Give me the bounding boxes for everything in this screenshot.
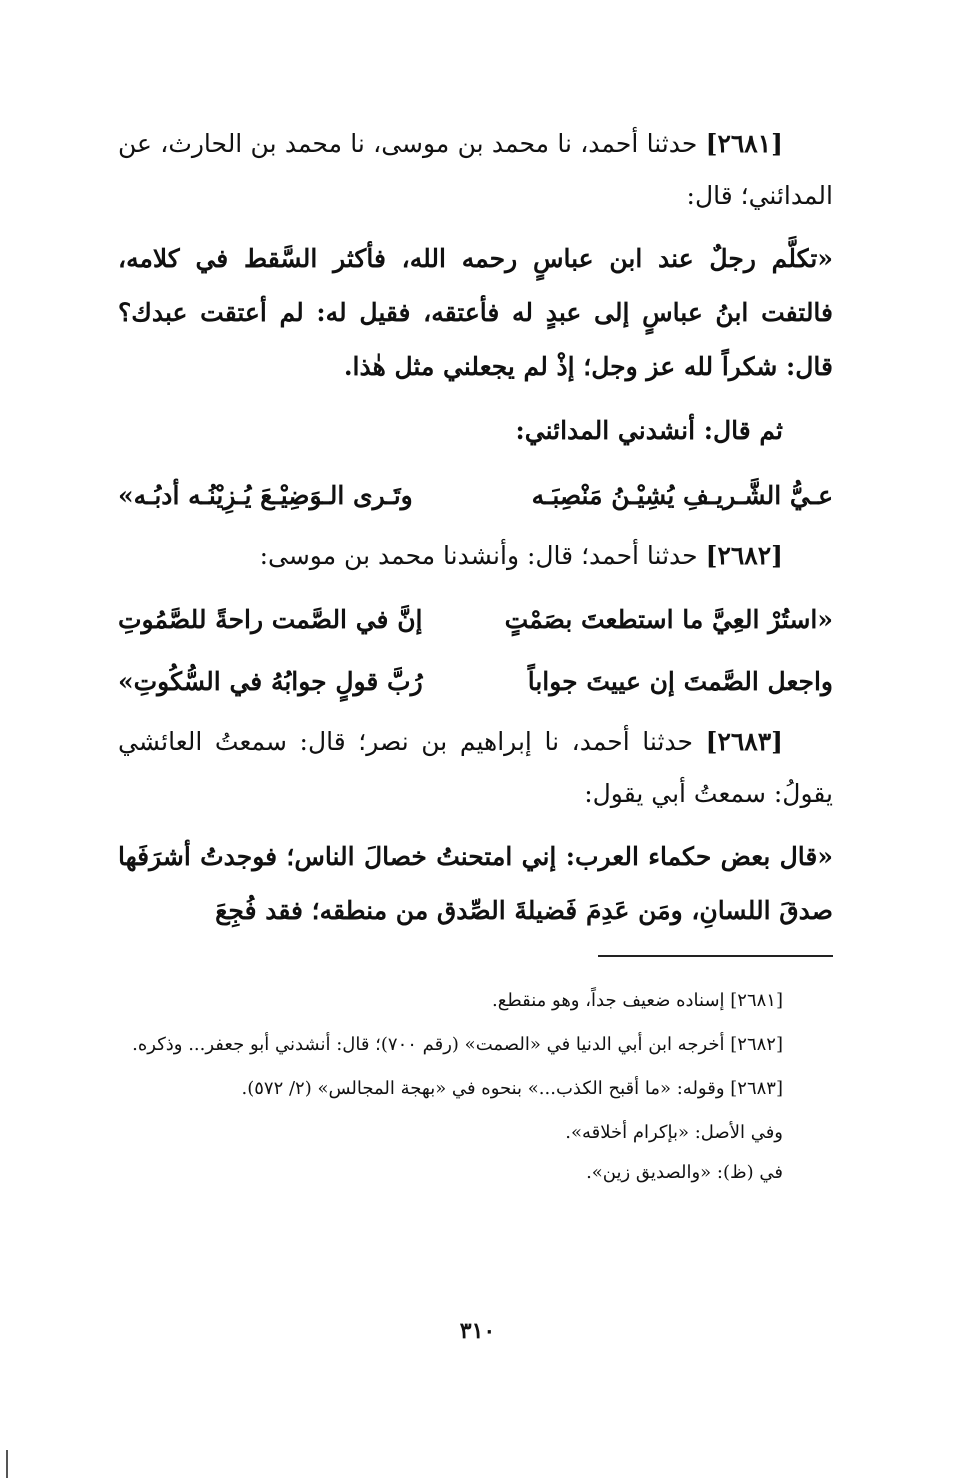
footnote-text: أخرجه ابن أبي الدنيا في «الصمت» (رقم ٧٠٠)؛ قال: أنشدني أبو جعفر... وذكره. bbox=[132, 1034, 725, 1055]
verse-line bbox=[118, 592, 833, 648]
footnotes bbox=[118, 985, 833, 1197]
verse-line bbox=[118, 654, 833, 710]
footnote bbox=[118, 985, 833, 1017]
entry-2683-text: «قال بعض حكماء العرب: إني امتحنتُ خصالَ الناس؛ فوجدتُ أشرَفَها صدقَ اللسانِ، ومَن عَدِمَ فَضيلةَ الصِّدق من منطقه؛ فقد فُجِعَ bbox=[118, 842, 833, 925]
footnote-subnote: وفي الأصل: «بإكرام أخلاقه». bbox=[565, 1122, 783, 1143]
footnote-subnote: في (ظ): «والصديق زين». bbox=[586, 1162, 783, 1183]
isnad-text: حدثنا أحمد، نا إبراهيم بن نصر؛ قال: سمعتُ العائشي يقولُ: سمعتُ أبي يقول: bbox=[118, 727, 833, 808]
page-number: ٣١٠ bbox=[459, 1318, 496, 1344]
main-text bbox=[118, 118, 833, 948]
entry-ref: [٢٦٨٢] bbox=[705, 541, 783, 570]
footnote-divider bbox=[598, 955, 833, 957]
verse-hemistich-left: رُبَّ قولٍ جوابُهُ في السُّكُوتِ» bbox=[118, 667, 423, 696]
verse-hemistich-left: إنَّ في الصَّمت راحةً للصَّمُوتِ bbox=[118, 605, 423, 634]
verse-hemistich-right: عـيُّ الشَّـريـفِ يُشِيْـنُ مَنْصِبَـه bbox=[531, 481, 833, 510]
verse-line bbox=[118, 468, 833, 524]
verse-hemistich-left: وتَـرى الـوَضِيْـعَ يُـزِيْنُـه أدبُـه» bbox=[118, 481, 413, 510]
entry-2681-isnad bbox=[118, 118, 833, 222]
isnad-text: حدثنا أحمد، نا محمد بن موسى، نا محمد بن الحارث، عن المدائني؛ قال: bbox=[118, 129, 833, 210]
verse-hemistich-right: واجعل الصَّمتَ إن عييتَ جواباً bbox=[527, 667, 833, 696]
verse-hemistich-right: «استُرْ العِيَّ ما استطعتَ بصَمْتٍ bbox=[504, 605, 833, 634]
entry-2682-isnad bbox=[118, 530, 833, 582]
footnote bbox=[118, 1073, 833, 1105]
entry-2681-text: «تكلَّم رجلٌ عند ابن عباسٍ رحمه الله، فأكثر السَّقط في كلامه، فالتفت ابنُ عباسٍ إلى عبدٍ له فأعتقه، فقيل له: لم أعتقت عبدك؟ قال: شكراً لله عز وجل؛ إذْ لم يجعلني مثل هٰذا. bbox=[118, 244, 833, 381]
entry-2683-isnad bbox=[118, 716, 833, 820]
footnote-ref: [٢٦٨١] bbox=[730, 990, 783, 1011]
footnote bbox=[118, 1029, 833, 1061]
entry-2681-intro: ثم قال: أنشدني المدائني: bbox=[515, 416, 783, 445]
footnote-ref: [٢٦٨٢] bbox=[730, 1034, 783, 1055]
scan-edge-mark bbox=[6, 1450, 8, 1478]
footnote-text: وقوله: «ما أقبح الكذب...» بنحوه في «بهجة المجالس» (٢/ ٥٧٢). bbox=[241, 1078, 725, 1099]
footnote-ref: [٢٦٨٣] bbox=[730, 1078, 783, 1099]
isnad-text: حدثنا أحمد؛ قال: وأنشدنا محمد بن موسى: bbox=[259, 541, 698, 570]
entry-ref: [٢٦٨٣] bbox=[705, 727, 783, 756]
footnote-text: إسناده ضعيف جداً، وهو منقطع. bbox=[492, 990, 725, 1011]
entry-ref: [٢٦٨١] bbox=[705, 129, 783, 158]
